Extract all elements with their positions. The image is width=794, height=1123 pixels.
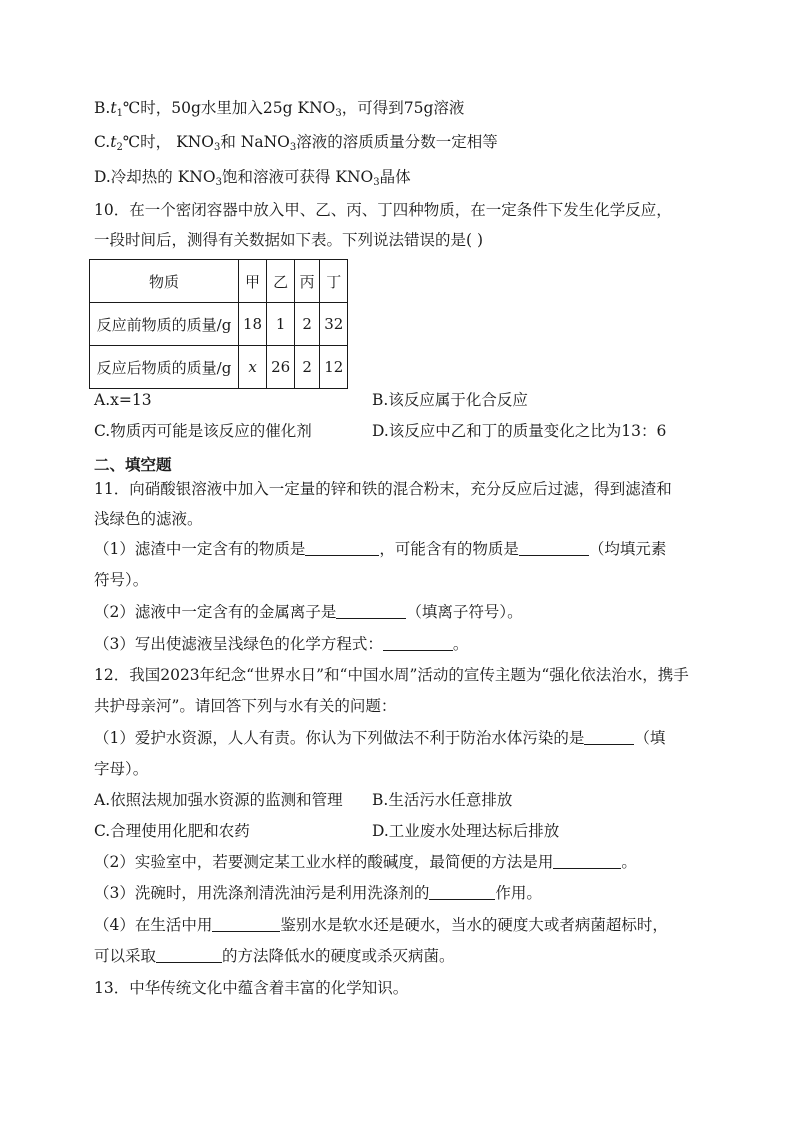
q9-option-d: D.冷却热的 $KNO_3$饱和溶液可获得 $KNO_3$晶体 xyxy=(94,168,411,188)
q11-part1: （1）滤渣中一定含有的物质是 ，可能含有的物质是 （均填元素 xyxy=(94,540,667,558)
q11-part2: （2）滤液中一定含有的金属离子是 （填离子符号）。 xyxy=(94,603,523,621)
q10-data-table xyxy=(89,259,348,389)
table-cell: 丁 xyxy=(320,260,348,303)
q12-part1: （1）爱护水资源，人人有责。你认为下列做法不利于防治水体污染的是 （填 xyxy=(94,729,666,747)
q12-part4: （4）在生活中用 鉴别水是软水还是硬水，当水的硬度大或者病菌超标时， xyxy=(94,916,668,934)
table-cell: 32 xyxy=(320,303,348,346)
q12-stem-line2: 共护母亲河”。请回答下列与水有关的问题： xyxy=(94,697,397,715)
q12-stem-line1: 12．我国2023年纪念“世界水日”和“中国水周”活动的宣传主题为“强化依法治水，携手 xyxy=(94,666,689,684)
q12-part3: （3）洗碗时，用洗涤剂清洗油污是利用洗涤剂的 作用。 xyxy=(94,884,542,902)
table-cell: 12 xyxy=(320,346,348,389)
answer-blank[interactable] xyxy=(383,634,453,651)
table-cell: 甲 xyxy=(239,260,267,303)
q12-part2: （2）实验室中，若要测定某工业水样的酸碱度，最简便的方法是用 。 xyxy=(94,853,637,871)
table-cell: 18 xyxy=(239,303,267,346)
q11-part1-cont: 符号）。 xyxy=(94,571,149,589)
answer-blank[interactable] xyxy=(212,915,280,932)
q12-option-a: A.依照法规加强水资源的监测和管理 xyxy=(94,791,343,809)
answer-blank[interactable] xyxy=(305,539,379,556)
table-cell: 2 xyxy=(295,346,320,389)
table-header-row xyxy=(90,260,348,303)
answer-blank[interactable] xyxy=(519,539,589,556)
q11-stem-line1: 11．向硝酸银溶液中加入一定量的锌和铁的混合粉末，充分反应后过滤，得到滤渣和 xyxy=(94,480,672,498)
table-cell: 2 xyxy=(295,303,320,346)
table-cell: 丙 xyxy=(295,260,320,303)
q10-stem-line2: 一段时间后，测得有关数据如下表。下列说法错误的是( ) xyxy=(94,231,484,249)
q12-part4-cont: 可以采取 的方法降低水的硬度或杀灭病菌。 xyxy=(94,947,455,965)
table-row xyxy=(90,346,348,389)
q9-option-b: $B.t_1℃$时，50g水里加入25g $KNO_3$，可得到75g溶液 xyxy=(94,99,465,119)
answer-blank[interactable] xyxy=(156,946,222,963)
q12-option-c: C.合理使用化肥和农药 xyxy=(94,822,250,840)
table-cell: 物质 xyxy=(90,260,239,303)
q12-option-b: B.生活污水任意排放 xyxy=(372,791,513,809)
table-cell: 26 xyxy=(267,346,295,389)
section-title: 二、填空题 xyxy=(94,456,172,474)
q12-option-d: D.工业废水处理达标后排放 xyxy=(372,822,560,840)
q10-stem-line1: 10．在一个密闭容器中放入甲、乙、丙、丁四种物质，在一定条件下发生化学反应， xyxy=(94,201,672,219)
table-cell: 1 xyxy=(267,303,295,346)
table-row xyxy=(90,303,348,346)
answer-blank[interactable] xyxy=(336,602,406,619)
table-cell: x xyxy=(239,346,267,389)
q13-stem-line1: 13．中华传统文化中蕴含着丰富的化学知识。 xyxy=(94,979,409,997)
answer-blank[interactable] xyxy=(429,883,495,900)
table-cell: 反应前物质的质量/g xyxy=(90,303,239,346)
q11-stem-line2: 浅绿色的滤液。 xyxy=(94,510,203,528)
answer-blank[interactable] xyxy=(553,852,621,869)
q12-part1-cont: 字母）。 xyxy=(94,760,149,778)
table-cell: 乙 xyxy=(267,260,295,303)
q10-option-c: C.物质丙可能是该反应的催化剂 xyxy=(94,422,312,440)
q11-part3: （3）写出使滤液呈浅绿色的化学方程式： 。 xyxy=(94,635,469,653)
q9-option-c: $C.t_2℃$时， $KNO_3$和 NaNO$_3$溶液的溶质质量分数一定相等 xyxy=(94,133,498,153)
answer-blank[interactable] xyxy=(584,728,634,745)
table-cell: 反应后物质的质量/g xyxy=(90,346,239,389)
q10-option-b: B.该反应属于化合反应 xyxy=(372,391,528,409)
q10-option-a: A.x=13 xyxy=(94,391,152,409)
q10-option-d: D.该反应中乙和丁的质量变化之比为13：6 xyxy=(372,422,667,440)
